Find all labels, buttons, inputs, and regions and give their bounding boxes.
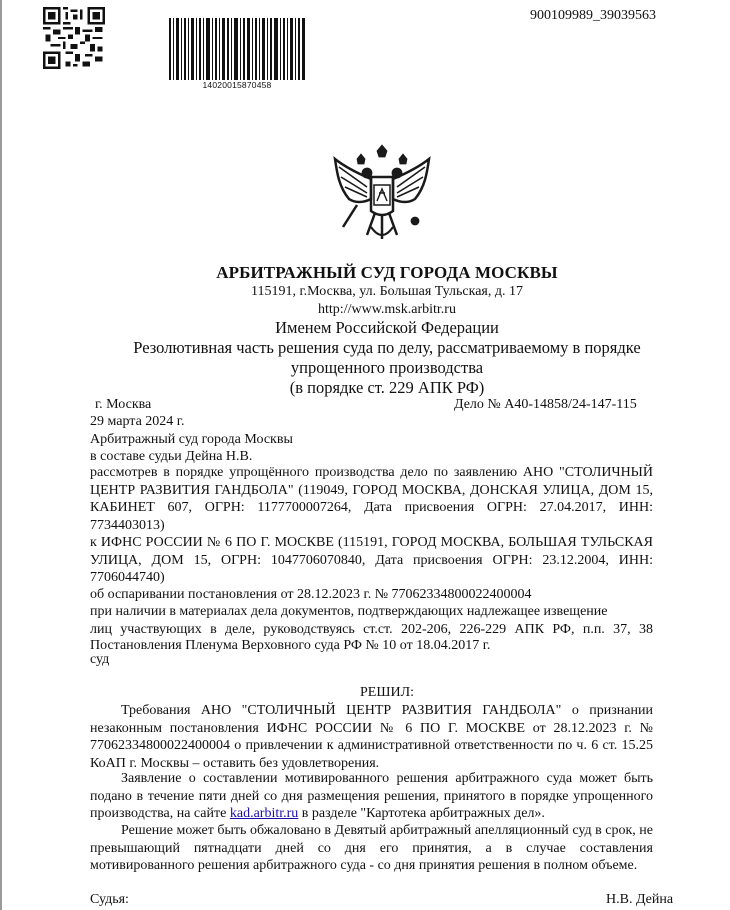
document-id: 900109989_39039563	[530, 8, 656, 23]
court-composition: в составе судьи Дейна Н.В.	[90, 449, 253, 464]
subject-line: об оспаривании постановления от 28.12.2023 г. № 77062334800022400004	[90, 587, 532, 602]
barcode-number: 14020015870458	[202, 80, 272, 90]
russian-coat-of-arms-icon	[327, 143, 437, 253]
decision-paragraph-2-text: Заявление о составлении мотивированного решения арбитражного суда может быть подано в течение пяти дней со дня размещения решения, принятого в порядке упрощенного производства, на сайте	[90, 771, 653, 821]
judge-label: Судья:	[90, 892, 129, 907]
decision-paragraph-2-tail: в разделе "Картотека арбитражных дел».	[298, 806, 545, 821]
case-number: Дело № А40-14858/24-147-115	[454, 397, 637, 412]
court-address: 115191, г.Москва, ул. Большая Тульская, д. 17	[251, 284, 523, 299]
claim-paragraph: рассмотрев в порядке упрощённого производства дело по заявлению АНО "СТОЛИЧНЫЙ ЦЕНТР РАЗВИТИЯ ГАНДБОЛА" (119049, ГОРОД МОСКВА, ДОНСКАЯ УЛИЦА, ДОМ 15, КАБИНЕТ 607, ОГРН: 1177700007264, Дата присвоения ОГРН: 27.04.2017, ИНН: 7734403013)	[90, 465, 653, 533]
decision-paragraph-3: Решение может быть обжаловано в Девятый арбитражный апелляционный суд в срок, не превышающий пятнадцати дней со дня его принятия, а в случае составления мотивированного решения арбитражного суда - со дня принятия решения в полном объеме.	[90, 823, 653, 873]
court-title: АРБИТРАЖНЫЙ СУД ГОРОДА МОСКВЫ	[216, 263, 558, 282]
respondent-paragraph: к ИФНС РОССИИ № 6 ПО Г. МОСКВЕ (115191, ГОРОД МОСКВА, БОЛЬШАЯ ТУЛЬСКАЯ УЛИЦА, ДОМ 15, ОГРН: 1047706070840, Дата присвоения ОГРН: 23.12.2004, ИНН: 7706044740)	[90, 535, 653, 585]
decision-paragraph-2	[90, 770, 653, 823]
case-city: г. Москва	[95, 397, 152, 412]
barcode-icon	[169, 18, 305, 80]
kad-arbitr-link[interactable]: kad.arbitr.ru	[229, 806, 299, 821]
court-name: Арбитражный суд города Москвы	[90, 432, 293, 447]
resolution-title-line-2: упрощенного производства	[290, 358, 484, 377]
resolution-title-line-1: Резолютивная часть решения суда по делу, рассматриваемому в порядке	[133, 338, 641, 357]
case-date: 29 марта 2024 г.	[90, 414, 185, 429]
notice-line-3: Постановления Пленума Верховного суда РФ № 10 от 18.04.2017 г.	[90, 638, 491, 653]
notice-line-1: при наличии в материалах дела документов, подтверждающих надлежащее извещение	[90, 604, 608, 619]
decision-heading: РЕШИЛ:	[360, 685, 414, 700]
qr-code-icon	[43, 7, 105, 69]
court-url[interactable]: http://www.msk.arbitr.ru	[318, 302, 456, 317]
decision-paragraph-1: Требования АНО "СТОЛИЧНЫЙ ЦЕНТР РАЗВИТИЯ ГАНДБОЛА" о признании незаконным постановления ИФНС РОССИИ № 6 ПО Г. МОСКВЕ от 28.12.2023 г. № 77062334800022400004 о привлечении к административной ответственности по ч. 6 ст. 15.25 КоАП г. Москвы – оставить без удовлетворения.	[90, 703, 653, 771]
federation-heading: Именем Российской Федерации	[275, 318, 499, 337]
notice-line-2: лиц участвующих в деле, руководствуясь ст.ст. 202-206, 226-229 АПК РФ, п.п. 37, 38	[90, 622, 653, 637]
resolution-title-line-3: (в порядке ст. 229 АПК РФ)	[289, 378, 485, 397]
court-word: суд	[90, 652, 110, 667]
judge-name: Н.В. Дейна	[606, 892, 674, 907]
